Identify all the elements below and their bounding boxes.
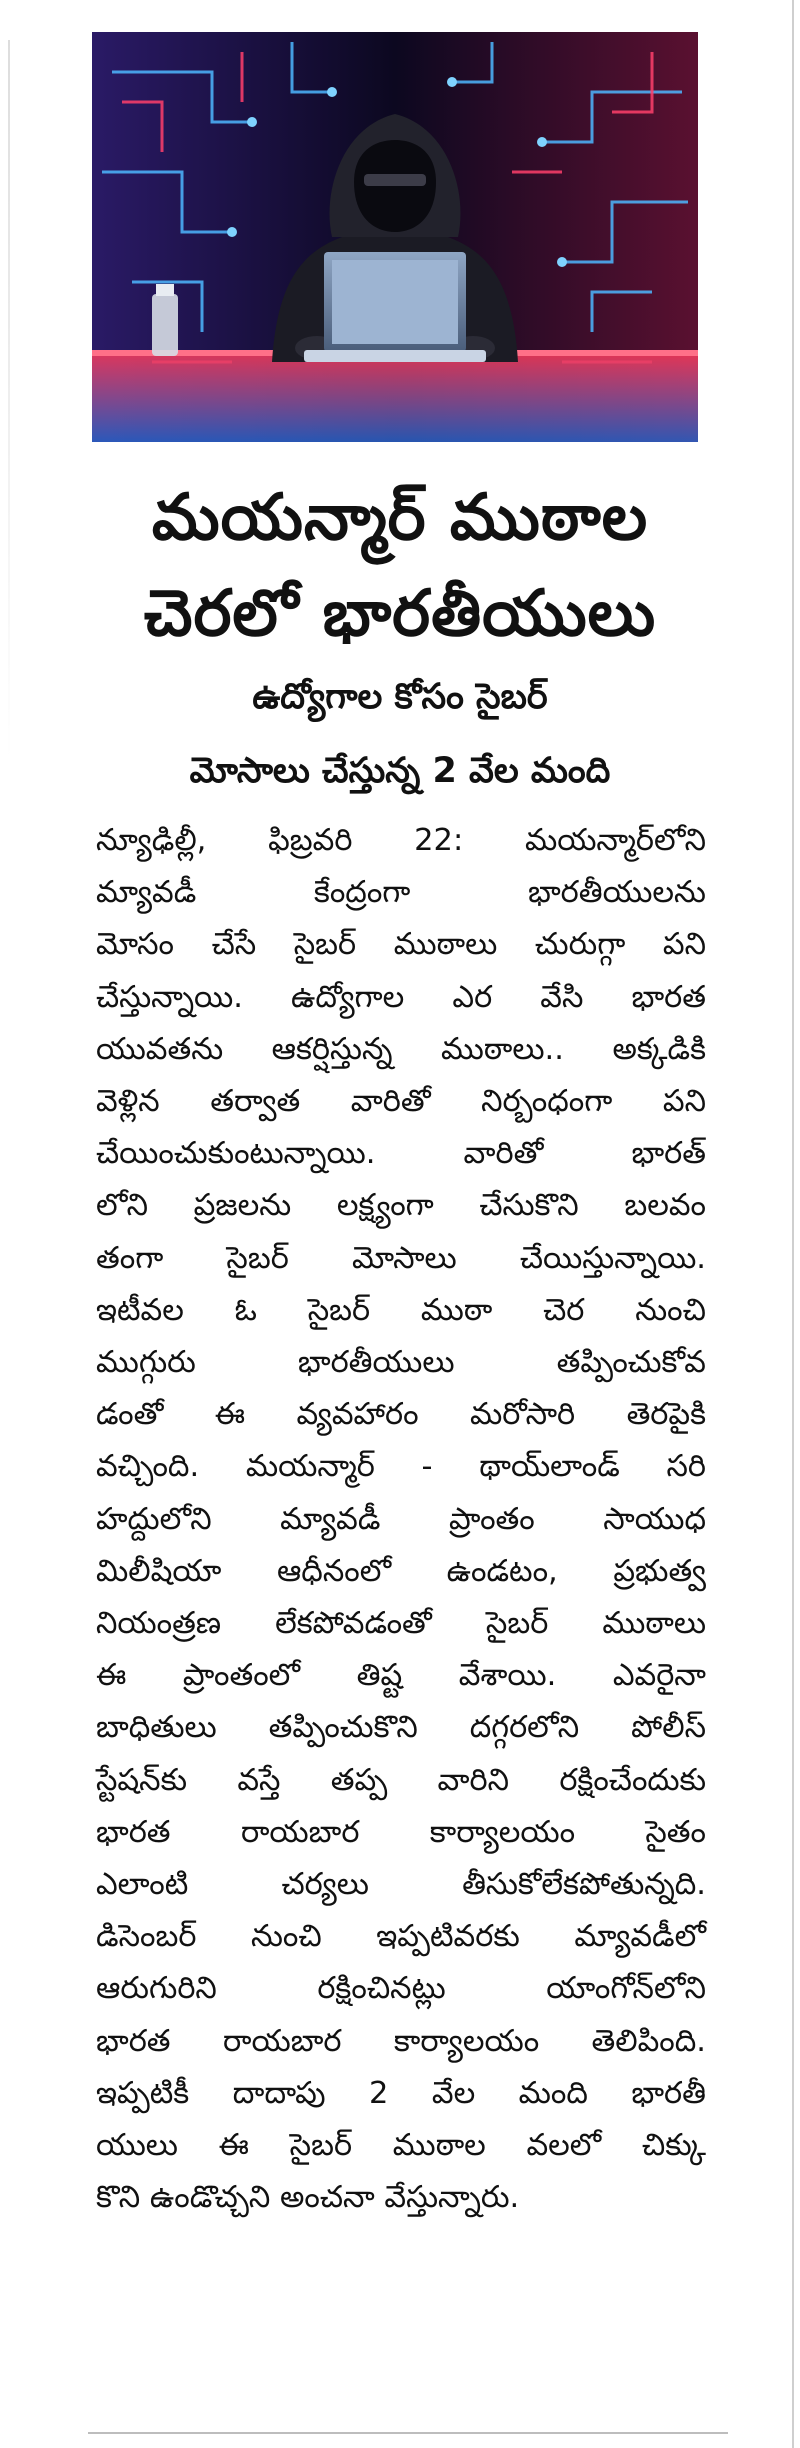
article-line: తంగా సైబర్ మోసాలు చేయిస్తున్నాయి. (96, 1240, 706, 1276)
bottom-divider (88, 2432, 728, 2434)
hero-image (92, 32, 698, 442)
article-line: మ్యావడీ కేంద్రంగా భారతీయులను (96, 875, 706, 911)
article-line: చేయించుకుంటున్నాయి. వారితో భారత్ (96, 1136, 706, 1172)
article-line: యులు ఈ సైబర్ ముఠాల వలలో చిక్కు (96, 2128, 706, 2164)
article-line: ఎలాంటి చర్యలు తీసుకోలేకపోతున్నది. (96, 1867, 706, 1903)
article-line: భారత రాయబార కార్యాలయం సైతం (96, 1814, 706, 1850)
article-line: ఈ ప్రాంతంలో తిష్ట వేశాయి. ఎవరైనా (96, 1658, 706, 1694)
article-line: ఇటీవల ఓ సైబర్ ముఠా చెర నుంచి (96, 1292, 706, 1328)
article-line: మిలీషియా ఆధీనంలో ఉండటం, ప్రభుత్వ (96, 1553, 706, 1589)
article-body (96, 815, 706, 2224)
article-line: యువతను ఆకర్షిస్తున్న ముఠాలు.. అక్కడికి (96, 1031, 706, 1067)
right-column-rule (792, 0, 794, 2448)
subheadline (60, 660, 740, 808)
article-line: డంతో ఈ వ్యవహారం మరోసారి తెరపైకి (96, 1397, 706, 1433)
left-column-rule (8, 40, 10, 760)
article-line: స్టేషన్‌కు వస్తే తప్ప వారిని రక్షించేందుకు (96, 1762, 706, 1798)
article-line: లోని ప్రజలను లక్ష్యంగా చేసుకొని బలవం (96, 1188, 706, 1224)
article-line: మోసం చేసే సైబర్ ముఠాలు చురుగ్గా పని (96, 927, 706, 963)
article-line: భారత రాయబార కార్యాలయం తెలిపింది. (96, 2023, 706, 2059)
article-line: నియంత్రణ లేకపోవడంతో సైబర్ ముఠాలు (96, 1606, 706, 1642)
subheadline-line-2: మోసాలు చేస్తున్న 2 వేల మంది (189, 751, 611, 791)
article-line: ముగ్గురు భారతీయులు తప్పించుకోవ (96, 1345, 706, 1381)
hacker-illustration-icon (92, 32, 698, 442)
article-line: కొని ఉండొచ్చని అంచనా వేస్తున్నారు. (96, 2180, 520, 2216)
article-line: ఆరుగురిని రక్షించినట్లు యాంగోన్‌లోని (96, 1971, 706, 2007)
article-line: ఇప్పటికీ దాదాపు 2 వేల మంది భారతీ (96, 2075, 706, 2111)
article-line: డిసెంబర్ నుంచి ఇప్పటివరకు మ్యావడీలో (96, 1919, 706, 1955)
article-line: న్యూఢిల్లీ, ఫిబ్రవరి 22: మయన్మార్‌లోని (96, 823, 706, 858)
article-line: వచ్చింది. మయన్మార్ - థాయ్‌లాండ్ సరి (96, 1449, 706, 1485)
headline-line-2: చెరలో భారతీయులు (143, 577, 657, 651)
headline-line-1: మయన్మార్ ముఠాల (151, 481, 649, 555)
article-line: హద్దులోని మ్యావడీ ప్రాంతం సాయుధ (96, 1501, 706, 1537)
headline (60, 470, 740, 662)
subheadline-line-1: ఉద్యోగాల కోసం సైబర్ (252, 677, 548, 717)
article-line: వెళ్లిన తర్వాత వారితో నిర్బంధంగా పని (96, 1084, 706, 1120)
article-line: చేస్తున్నాయి. ఉద్యోగాల ఎర వేసి భారత (96, 979, 706, 1015)
article-line: బాధితులు తప్పించుకొని దగ్గరలోని పోలీస్ (96, 1710, 706, 1746)
